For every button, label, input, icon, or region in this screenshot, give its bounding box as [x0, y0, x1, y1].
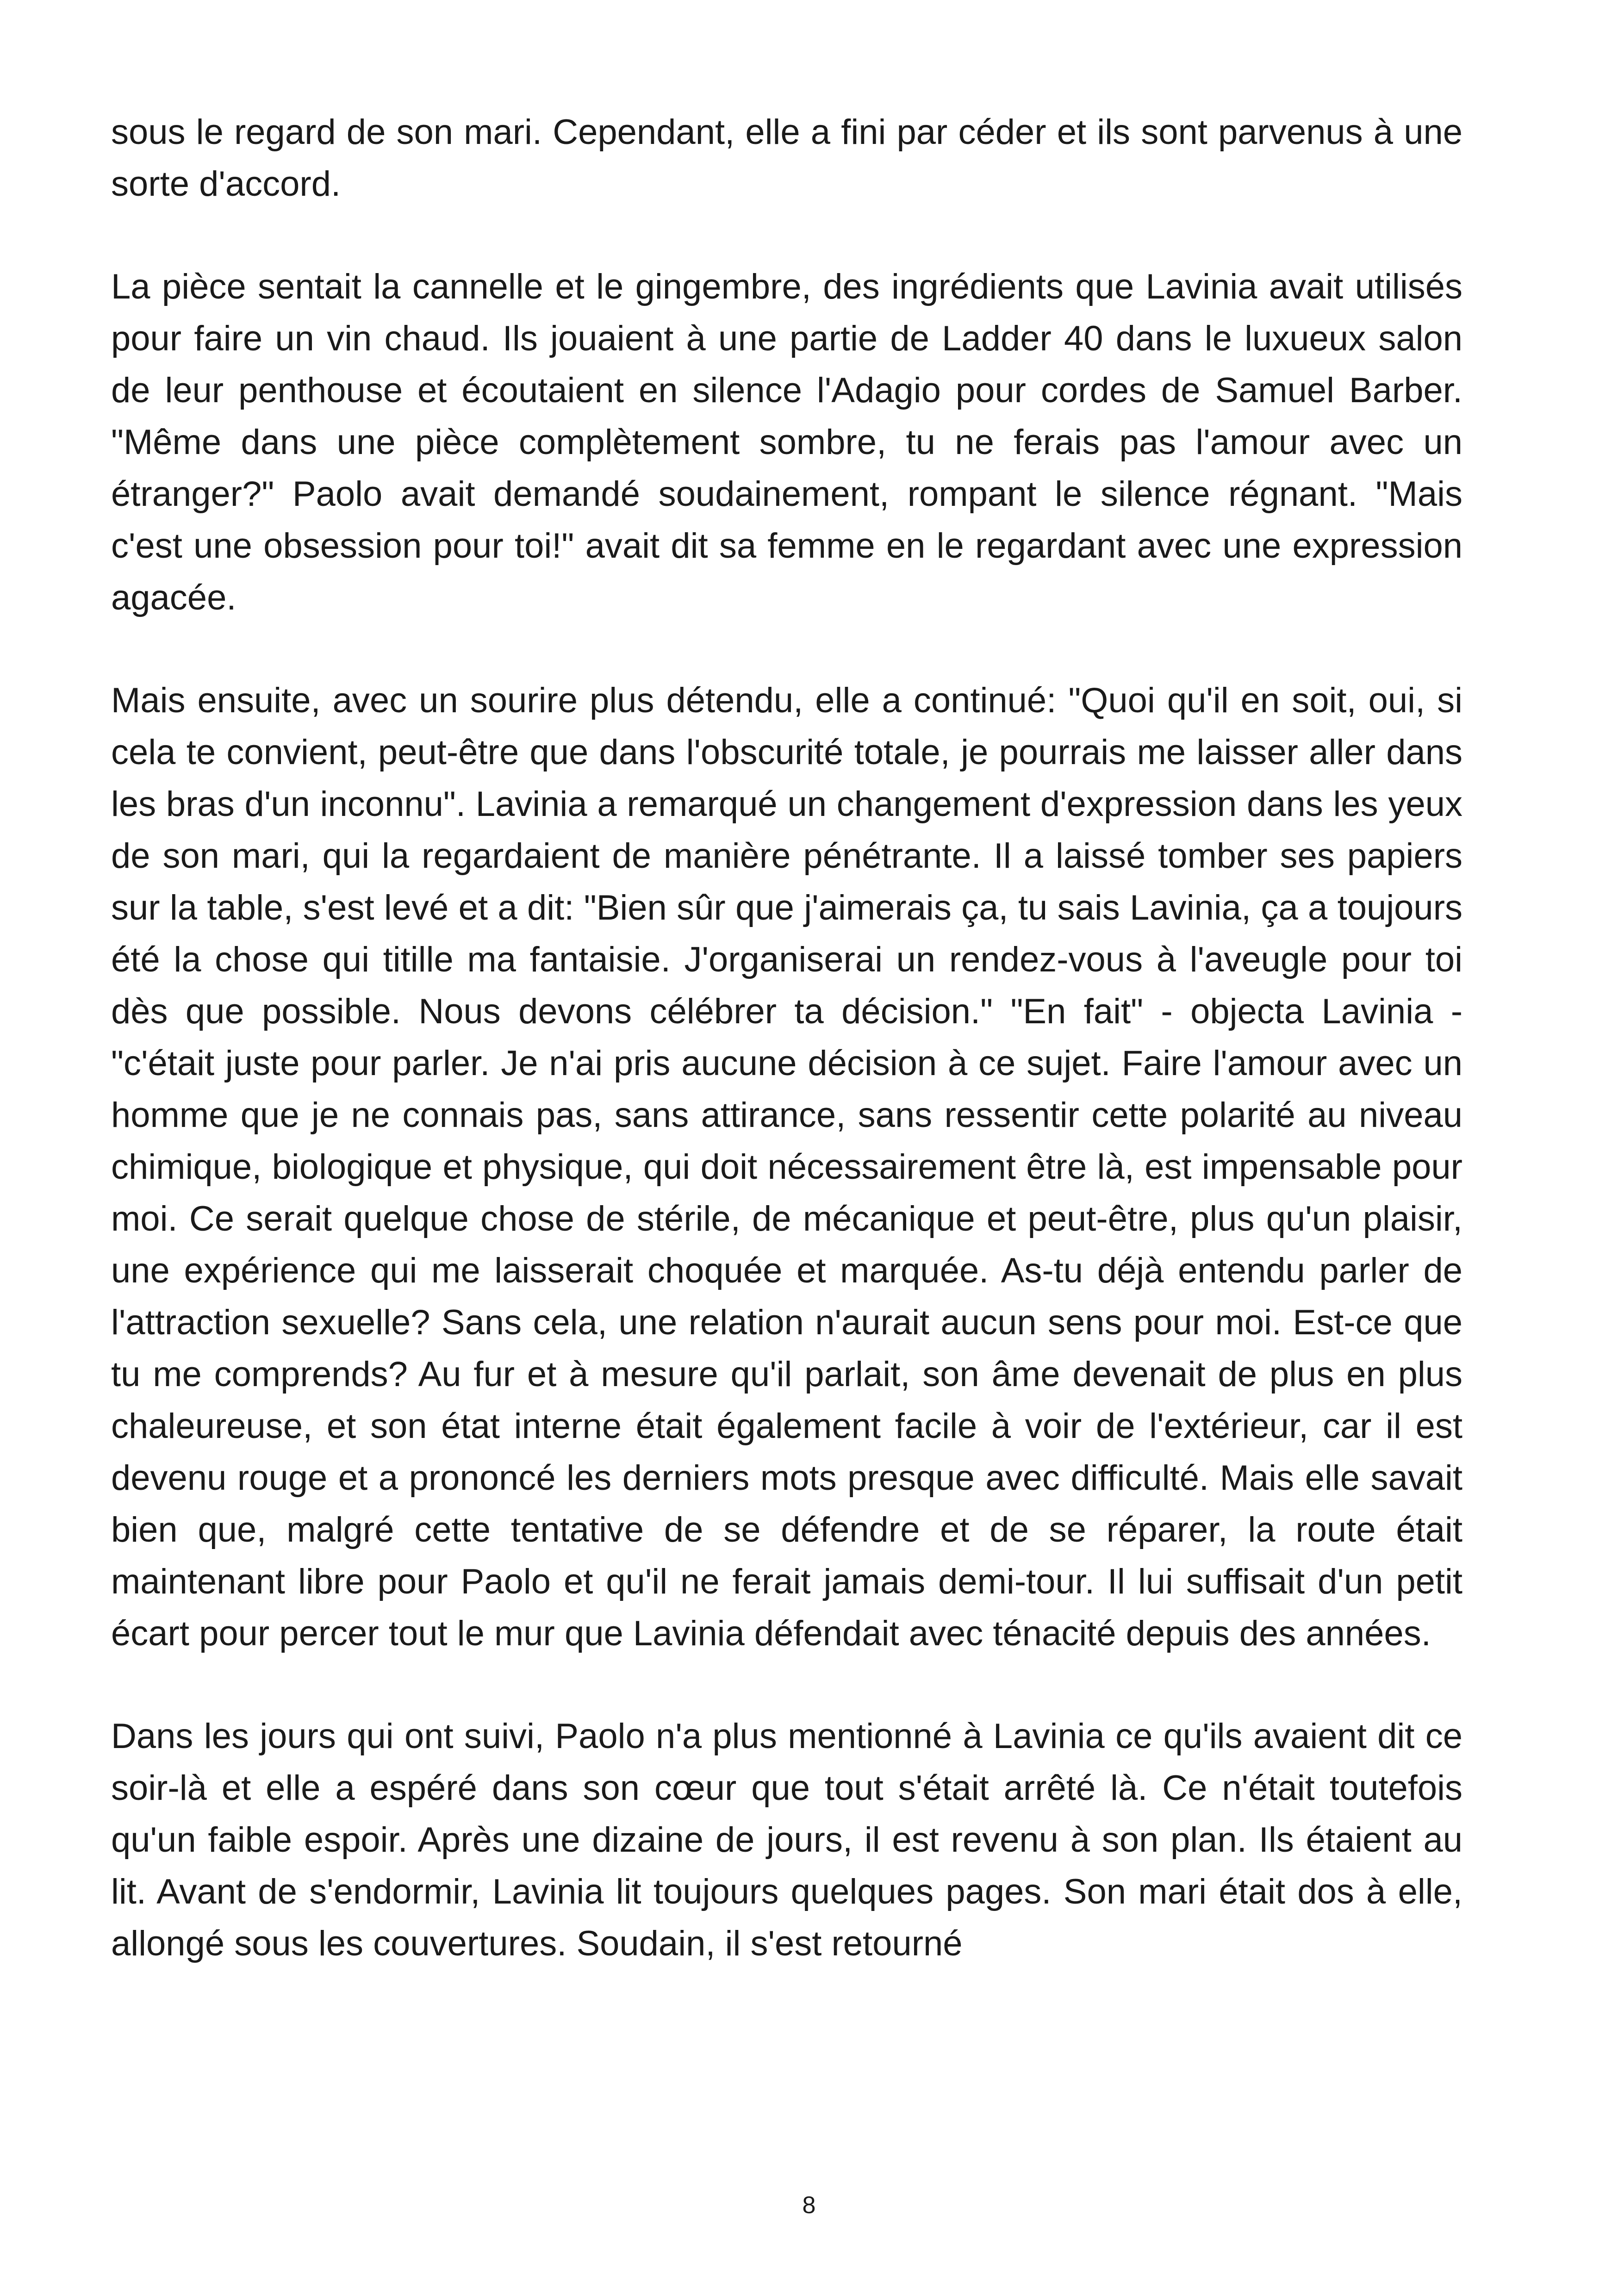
- paragraph-1: sous le regard de son mari. Cependant, elle a fini par céder et ils sont parvenus à une sorte d'accord.: [111, 112, 1462, 204]
- page-number: 8: [802, 2192, 816, 2219]
- page-body: [111, 106, 1462, 2021]
- paragraph-4: Dans les jours qui ont suivi, Paolo n'a plus mentionné à Lavinia ce qu'ils avaient dit ce soir-là et elle a espéré dans son cœur que tout s'était arrêté là. Ce n'était toutefois qu'un faible espoir. Après une dizaine de jours, il est revenu à son plan. Ils étaient au lit. Avant de s'endormir, Lavinia lit toujours quelques pages. Son mari était dos à elle, allongé sous les couvertures. Soudain, il s'est retourné: [111, 1717, 1462, 1963]
- paragraph-2: La pièce sentait la cannelle et le gingembre, des ingrédients que Lavinia avait utilisés pour faire un vin chaud. Ils jouaient à une partie de Ladder 40 dans le luxueux salon de leur penthouse et écoutaient en silence l'Adagio pour cordes de Samuel Barber. "Même dans une pièce complètement sombre, tu ne ferais pas l'amour avec un étranger?" Paolo avait demandé soudainement, rompant le silence régnant. "Mais c'est une obsession pour toi!" avait dit sa femme en le regardant avec une expression agacée.: [111, 267, 1462, 617]
- paragraph-3: Mais ensuite, avec un sourire plus détendu, elle a continué: "Quoi qu'il en soit, oui, si cela te convient, peut-être que dans l'obscurité totale, je pourrais me laisser aller dans les bras d'un inconnu". Lavinia a remarqué un changement d'expression dans les yeux de son mari, qui la regardaient de manière pénétrante. Il a laissé tomber ses papiers sur la table, s'est levé et a dit: "Bien sûr que j'aimerais ça, tu sais Lavinia, ça a toujours été la chose qui titille ma fantaisie. J'organiserai un rendez-vous à l'aveugle pour toi dès que possible. Nous devons célébrer ta décision." "En fait" - objecta Lavinia - "c'était juste pour parler. Je n'ai pris aucune décision à ce sujet. Faire l'amour avec un homme que je ne connais pas, sans attirance, sans ressentir cette polarité au niveau chimique, biologique et physique, qui doit nécessairement être là, est impensable pour moi. Ce serait quelque chose de stérile, de mécanique et peut-être, plus qu'un plaisir, une expérience qui me laisserait choquée et marquée. As-tu déjà entendu parler de l'attraction sexuelle? Sans cela, une relation n'aurait aucun sens pour moi. Est-ce que tu me comprends? Au fur et à mesure qu'il parlait, son âme devenait de plus en plus chaleureuse, et son état interne était également facile à voir de l'extérieur, car il est devenu rouge et a prononcé les derniers mots presque avec difficulté. Mais elle savait bien que, malgré cette tentative de se défendre et de se réparer, la route était maintenant libre pour Paolo et qu'il ne ferait jamais demi-tour. Il lui suffisait d'un petit écart pour percer tout le mur que Lavinia défendait avec ténacité depuis des années.: [111, 681, 1462, 1653]
